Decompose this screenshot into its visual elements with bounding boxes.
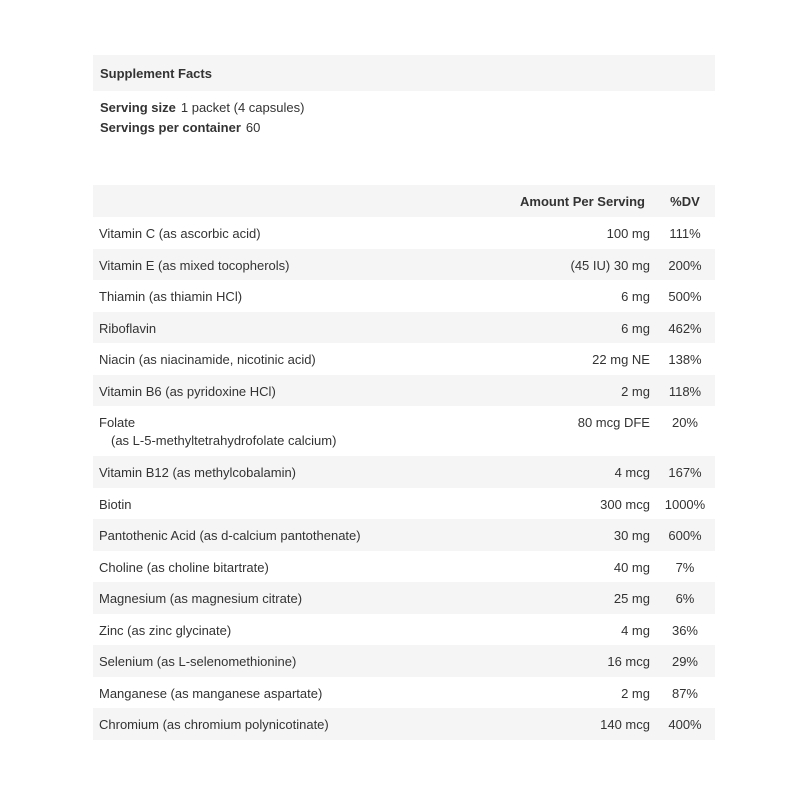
dv-cell [651,708,715,740]
dv-value: 29% [671,654,698,669]
nutrient-name: Zinc (as zinc glycinate) [99,622,232,638]
dv-value: 600% [668,528,702,543]
dv-value: 36% [671,622,698,638]
table-row [93,312,715,344]
amount-cell [455,375,651,407]
amount-value: 300 mcg [600,496,650,512]
table-header-row [93,185,715,217]
table-row [93,677,715,709]
nutrient-cell [93,217,455,249]
amount-value: 16 mcg [607,654,650,669]
nutrient-name: Chromium (as chromium polynicotinate) [99,717,329,732]
dv-value: 20% [671,415,698,430]
table-row [93,406,715,456]
amount-cell [455,249,651,281]
nutrient-cell [93,375,455,407]
amount-value: 2 mg [621,685,650,701]
nutrient-cell [93,519,455,551]
table-row [93,249,715,281]
amount-cell [455,280,651,312]
dv-cell [651,551,715,583]
amount-value: 2 mg [621,383,650,399]
dv-cell [651,312,715,344]
serving-size-line [100,98,700,118]
amount-cell [455,217,651,249]
amount-value: 80 mcg DFE [577,415,650,430]
servings-per-container-line [100,118,700,138]
nutrient-name: Folate [99,415,136,430]
dv-cell [651,280,715,312]
amount-cell [455,312,651,344]
dv-value: 87% [671,685,698,701]
servings-per-container-value: 60 [245,120,261,135]
dv-value: 6% [675,591,695,606]
amount-cell [455,677,651,709]
amount-cell [455,488,651,520]
nutrient-name: Thiamin (as thiamin HCl) [99,289,243,304]
nutrient-cell [93,456,455,488]
amount-value: 4 mcg [614,465,650,480]
nutrient-cell [93,614,455,646]
dv-cell [651,406,715,456]
nutrient-cell [93,406,455,456]
table-row [93,456,715,488]
nutrient-source: (as L-5-methyltetrahydrofolate calcium) [111,433,337,448]
nutrient-cell [93,280,455,312]
amount-value: 6 mg [621,289,650,304]
nutrient-name: Manganese (as manganese aspartate) [99,685,323,701]
table-row [93,708,715,740]
dv-value: 167% [668,465,702,480]
dv-cell [651,582,715,614]
nutrient-cell [93,343,455,375]
amount-value: 25 mg [613,591,650,606]
dv-column-header [651,185,715,217]
amount-value: 30 mg [613,528,650,543]
dv-value: 118% [668,383,702,399]
nutrient-name: Selenium (as L-selenomethionine) [99,654,297,669]
table-row [93,375,715,407]
amount-column-header: Amount Per Serving [520,193,645,209]
serving-size-value: 1 packet (4 capsules) [180,100,305,115]
dv-cell [651,645,715,677]
nutrient-name: Choline (as choline bitartrate) [99,559,269,575]
table-body [93,217,715,740]
dv-cell [651,614,715,646]
table-row [93,582,715,614]
amount-cell [455,614,651,646]
dv-column-header-label: %DV [670,193,700,209]
dv-cell [651,677,715,709]
nutrient-cell [93,488,455,520]
dv-value: 138% [668,352,702,367]
table-row [93,280,715,312]
nutrient-name: Vitamin B12 (as methylcobalamin) [99,465,297,480]
serving-info [100,98,700,138]
nutrient-name: Riboflavin [99,320,157,336]
dv-cell [651,249,715,281]
nutrient-cell [93,312,455,344]
amount-cell [455,406,651,456]
amount-value: 6 mg [621,320,650,336]
amount-cell [455,708,651,740]
amount-value: 4 mg [621,622,650,638]
supplement-facts-table [93,185,715,740]
nutrient-cell [93,551,455,583]
amount-cell [455,551,651,583]
dv-cell [651,217,715,249]
dv-value: 400% [668,717,702,732]
dv-value: 462% [668,320,702,336]
nutrient-name: Vitamin C (as ascorbic acid) [99,226,261,241]
dv-value: 500% [668,289,702,304]
dv-cell [651,375,715,407]
dv-cell [651,343,715,375]
supplement-facts-title: Supplement Facts [93,55,715,91]
amount-value: 140 mcg [600,717,650,732]
amount-cell [455,343,651,375]
amount-value: 22 mg NE [592,352,650,367]
nutrient-name: Magnesium (as magnesium citrate) [99,591,303,606]
dv-cell [651,519,715,551]
nutrient-cell [93,249,455,281]
table-row [93,343,715,375]
table-row [93,551,715,583]
dv-value: 200% [668,257,702,273]
nutrient-name: Biotin [99,496,132,512]
nutrient-cell [93,645,455,677]
dv-cell [651,488,715,520]
nutrient-name: Niacin (as niacinamide, nicotinic acid) [99,352,316,367]
nutrient-column-header [93,185,455,217]
amount-value: 100 mg [606,226,650,241]
nutrient-cell [93,677,455,709]
amount-cell [455,519,651,551]
nutrient-name: Vitamin E (as mixed tocopherols) [99,257,290,273]
amount-value: 40 mg [613,559,650,575]
table-row [93,645,715,677]
servings-per-container-label: Servings per container [100,120,241,135]
nutrient-cell [93,582,455,614]
amount-cell [455,645,651,677]
nutrient-cell [93,708,455,740]
dv-value: 7% [675,559,695,575]
table-row [93,614,715,646]
amount-cell [455,582,651,614]
amount-value: (45 IU) 30 mg [570,257,650,273]
nutrient-name: Vitamin B6 (as pyridoxine HCl) [99,383,276,399]
dv-cell [651,456,715,488]
serving-size-label: Serving size [100,100,176,115]
amount-cell [455,456,651,488]
table-row [93,488,715,520]
nutrient-name: Pantothenic Acid (as d-calcium pantothenate) [99,528,361,543]
table-row [93,217,715,249]
table-row [93,519,715,551]
dv-value: 1000% [664,496,706,512]
dv-value: 111% [669,226,701,241]
